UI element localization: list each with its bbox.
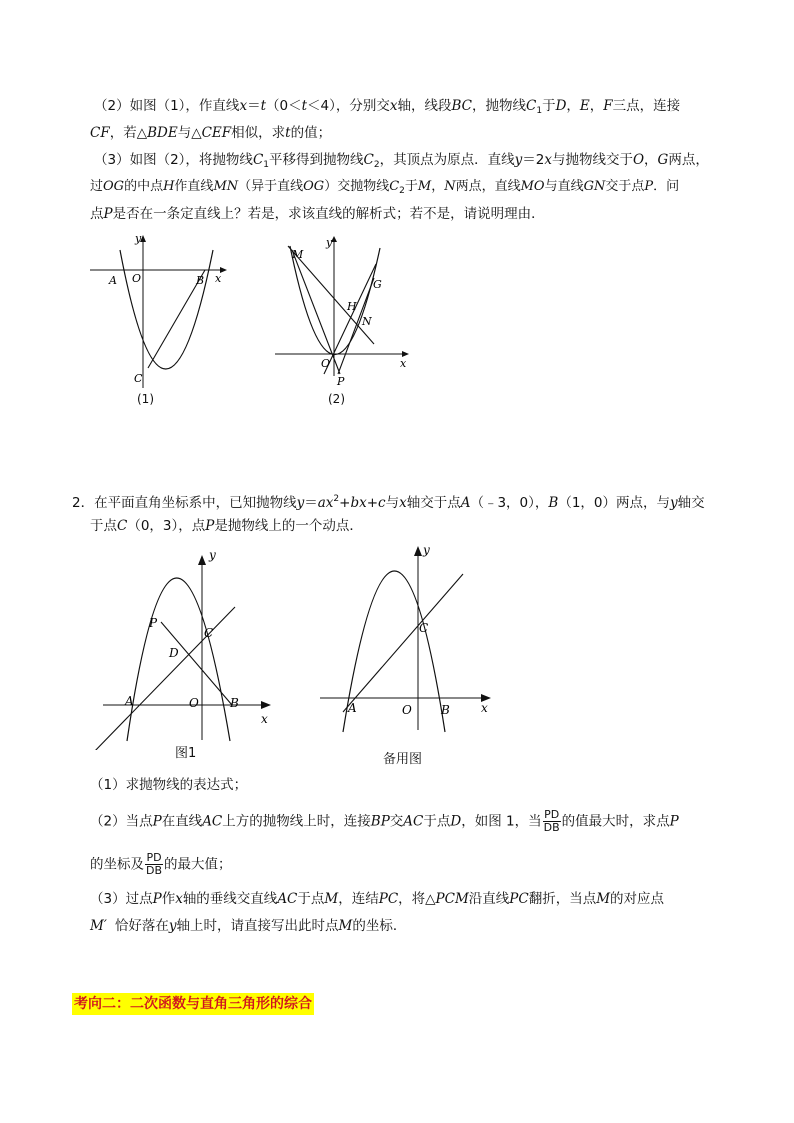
text: ＜4），分别交	[307, 98, 390, 114]
text: 的值最大时，求点	[561, 813, 670, 830]
label-b: B	[441, 703, 450, 717]
text: （0，3），点	[127, 518, 206, 534]
label-h: H	[347, 300, 357, 313]
p2-intro-line1	[72, 490, 705, 512]
label-y: y	[135, 232, 142, 245]
p1-part2-line2	[90, 124, 331, 142]
var: P	[152, 813, 162, 830]
var: t	[301, 98, 308, 114]
text: 在直线	[161, 813, 203, 830]
text: （2）如图（1），作直线	[94, 98, 240, 114]
var: G	[657, 152, 669, 168]
var: PC	[378, 891, 399, 907]
var: x	[239, 98, 248, 114]
p1-part3-line1	[94, 151, 709, 174]
text: 沿直线	[468, 891, 510, 907]
var: H	[163, 179, 175, 194]
line-ac	[91, 607, 235, 750]
text: ，连结	[338, 891, 379, 907]
p2-q1	[90, 776, 247, 794]
text: 是抛物线上的一个动点．	[214, 518, 363, 534]
text: 轴上时，请直接写出此时点	[176, 918, 339, 934]
label-y: y	[326, 236, 333, 249]
text: 点	[90, 206, 104, 222]
p1-part3-line2	[90, 178, 679, 200]
y-axis-arrow-icon	[198, 555, 206, 565]
var: CEF	[201, 125, 232, 141]
var: D	[555, 98, 567, 114]
text: 的中点	[124, 179, 164, 194]
text: 的对应点	[610, 891, 665, 907]
label-o: O	[402, 703, 412, 717]
subscript: 1	[536, 106, 543, 116]
figA-caption: 图1	[175, 746, 197, 761]
label-a: A	[348, 701, 357, 715]
figB-caption: 备用图	[383, 752, 423, 767]
x-axis-arrow-icon	[261, 701, 271, 709]
figure-p2-1	[85, 545, 285, 750]
var: PCM	[435, 891, 469, 907]
text: 与抛物线交于	[551, 152, 633, 168]
var: B	[548, 495, 559, 511]
text: 的坐标．	[352, 918, 407, 934]
text: ，若△	[109, 125, 148, 141]
text: （2）当点	[90, 813, 153, 830]
label-p: P	[337, 375, 345, 388]
label-c: C	[419, 621, 429, 635]
var: GN	[583, 179, 606, 194]
text: 的坐标及	[90, 856, 144, 873]
text: （﹣3，0），	[470, 495, 549, 511]
text: 两点，	[668, 152, 709, 168]
label-o: O	[132, 272, 142, 285]
text: 恰好落在	[114, 918, 169, 934]
text: 交	[389, 813, 404, 830]
text: ，抛物线	[472, 98, 527, 114]
text: 2．在平面直角坐标系中，已知抛物线	[72, 495, 297, 511]
var: C	[117, 518, 128, 534]
label-x: x	[215, 272, 222, 285]
label-y: y	[423, 543, 430, 557]
text: ＝	[247, 98, 261, 114]
fraction-pd-db	[145, 852, 163, 877]
fig2-caption: (2)	[328, 392, 345, 406]
var: ax	[317, 495, 334, 511]
var: MN	[213, 179, 239, 194]
text: 于	[542, 98, 556, 114]
var: AC	[277, 891, 298, 907]
text: 轴交	[677, 495, 705, 511]
text: 三点，连接	[612, 98, 681, 114]
figure-1	[85, 228, 235, 408]
var: CF	[90, 125, 110, 141]
label-n: N	[362, 315, 372, 328]
fig1-caption: (1)	[137, 392, 154, 406]
p2-q3-line1	[90, 890, 664, 908]
var: OG	[103, 179, 125, 194]
var: O	[632, 152, 645, 168]
var: N	[444, 179, 456, 194]
text: 与△	[177, 125, 202, 141]
label-y: y	[209, 548, 216, 562]
label-p: P	[149, 616, 158, 630]
var: BP	[370, 813, 390, 830]
p2-q2-line1	[90, 809, 679, 834]
text: +	[366, 495, 379, 511]
text: 轴，线段	[397, 98, 452, 114]
parabola-c1	[120, 250, 213, 369]
var: t	[285, 125, 291, 141]
line-ac	[343, 574, 463, 712]
line-mo	[292, 250, 340, 374]
text: 交于点	[605, 179, 645, 194]
var: x	[389, 98, 398, 114]
var: C	[526, 98, 537, 114]
var: M	[417, 179, 432, 194]
fraction-denominator: DB	[146, 864, 163, 877]
text: 于点	[423, 813, 451, 830]
text: 于点	[297, 891, 325, 907]
p1-part2-line1	[94, 97, 680, 120]
label-o: O	[321, 357, 331, 370]
text: 与	[385, 495, 400, 511]
var: D	[450, 813, 462, 830]
text: 轴的垂线交直线	[182, 891, 278, 907]
text: 两点，直线	[455, 179, 521, 194]
superscript: 2	[333, 494, 340, 504]
text: （1）求抛物线的表达式；	[90, 777, 248, 793]
figure-2	[270, 236, 420, 396]
y-axis-arrow-icon	[414, 546, 422, 556]
var: C	[389, 179, 400, 194]
var: C	[363, 152, 374, 168]
label-m: M	[292, 248, 304, 261]
label-a: A	[125, 694, 134, 708]
p1-part3-line3	[90, 205, 545, 223]
var: AC	[403, 813, 424, 830]
text: 于点	[90, 518, 117, 534]
text: （1，0）两点，与	[558, 495, 671, 511]
text: ，如图 1，当	[461, 813, 542, 830]
label-c: C	[204, 626, 214, 640]
text: 翻折，当点	[528, 891, 597, 907]
var: c	[378, 495, 386, 511]
var: M	[324, 891, 339, 907]
var: M	[596, 891, 611, 907]
label-o: O	[189, 696, 199, 710]
fraction-numerator: PD	[146, 851, 162, 864]
var: P	[669, 813, 679, 830]
label-g: G	[373, 278, 382, 291]
text: ，	[431, 179, 445, 194]
label-d: D	[169, 646, 179, 660]
text: 上方的抛物线上时，连接	[222, 813, 371, 830]
text: 作直线	[174, 179, 214, 194]
var: A	[460, 495, 471, 511]
subscript: 2	[399, 186, 405, 196]
text: ，其顶点为原点．直线	[379, 152, 515, 168]
var: P	[644, 179, 654, 194]
var: M′	[90, 918, 107, 934]
p2-q2-line2	[90, 852, 232, 877]
figure-p2-spare	[315, 540, 515, 745]
var: OG	[303, 179, 325, 194]
text: 轴交于点	[406, 495, 461, 511]
section-title: 考向二：二次函数与直角三角形的综合	[72, 993, 314, 1015]
var: M	[338, 918, 353, 934]
text: 作	[161, 891, 176, 907]
label-x: x	[481, 701, 488, 715]
var: P	[205, 518, 215, 534]
text: ）交抛物线	[324, 179, 390, 194]
label-x: x	[400, 357, 407, 370]
var: y	[296, 495, 305, 511]
text: 与直线	[544, 179, 584, 194]
var: x	[175, 891, 183, 907]
var: F	[603, 98, 613, 114]
label-c: C	[134, 372, 143, 385]
p2-intro-line2	[90, 517, 363, 535]
var: MO	[520, 179, 545, 194]
var: BDE	[147, 125, 178, 141]
text: （3）如图（2），将抛物线	[94, 152, 253, 168]
subscript: 2	[373, 160, 380, 170]
text: （0＜	[266, 98, 302, 114]
text: ＝2	[522, 152, 545, 168]
fraction-numerator: PD	[544, 808, 560, 821]
text: 过	[90, 179, 104, 194]
var: P	[103, 206, 113, 222]
label-b: B	[230, 696, 239, 710]
fraction-pd-db	[543, 809, 561, 834]
fraction-denominator: DB	[543, 821, 560, 834]
parabola	[343, 571, 445, 732]
text: 于	[404, 179, 418, 194]
var: PC	[509, 891, 529, 907]
var: x	[399, 495, 407, 511]
text: 的值；	[290, 125, 332, 141]
text: （3）过点	[90, 891, 153, 907]
var: y	[670, 495, 678, 511]
segment-pb	[161, 622, 232, 705]
text: ＝	[304, 495, 318, 511]
text: ．问	[653, 179, 680, 194]
text: ，	[566, 98, 580, 114]
text: 平移得到抛物线	[269, 152, 364, 168]
label-a: A	[109, 274, 117, 287]
var: E	[579, 98, 590, 114]
label-b: B	[196, 274, 205, 287]
var: bx	[350, 495, 367, 511]
text: ，	[644, 152, 658, 168]
text: +	[339, 495, 351, 511]
var: P	[152, 891, 162, 907]
text: ，	[589, 98, 604, 114]
text: 的最大值；	[164, 856, 232, 873]
var: t	[260, 98, 266, 114]
text: 相似，求	[231, 125, 286, 141]
var: x	[544, 152, 552, 168]
var: BC	[451, 98, 473, 114]
text: （异于直线	[238, 179, 304, 194]
var: AC	[202, 813, 223, 830]
text: 是否在一条定直线上？若是，求该直线的解析式；若不是，请说明理由．	[112, 206, 545, 222]
p2-q3-line2	[90, 917, 406, 935]
label-x: x	[261, 712, 268, 726]
var: y	[514, 152, 523, 168]
var: y	[168, 918, 177, 934]
text: ，将△	[398, 891, 436, 907]
var: C	[252, 152, 264, 168]
subscript: 1	[263, 160, 270, 170]
